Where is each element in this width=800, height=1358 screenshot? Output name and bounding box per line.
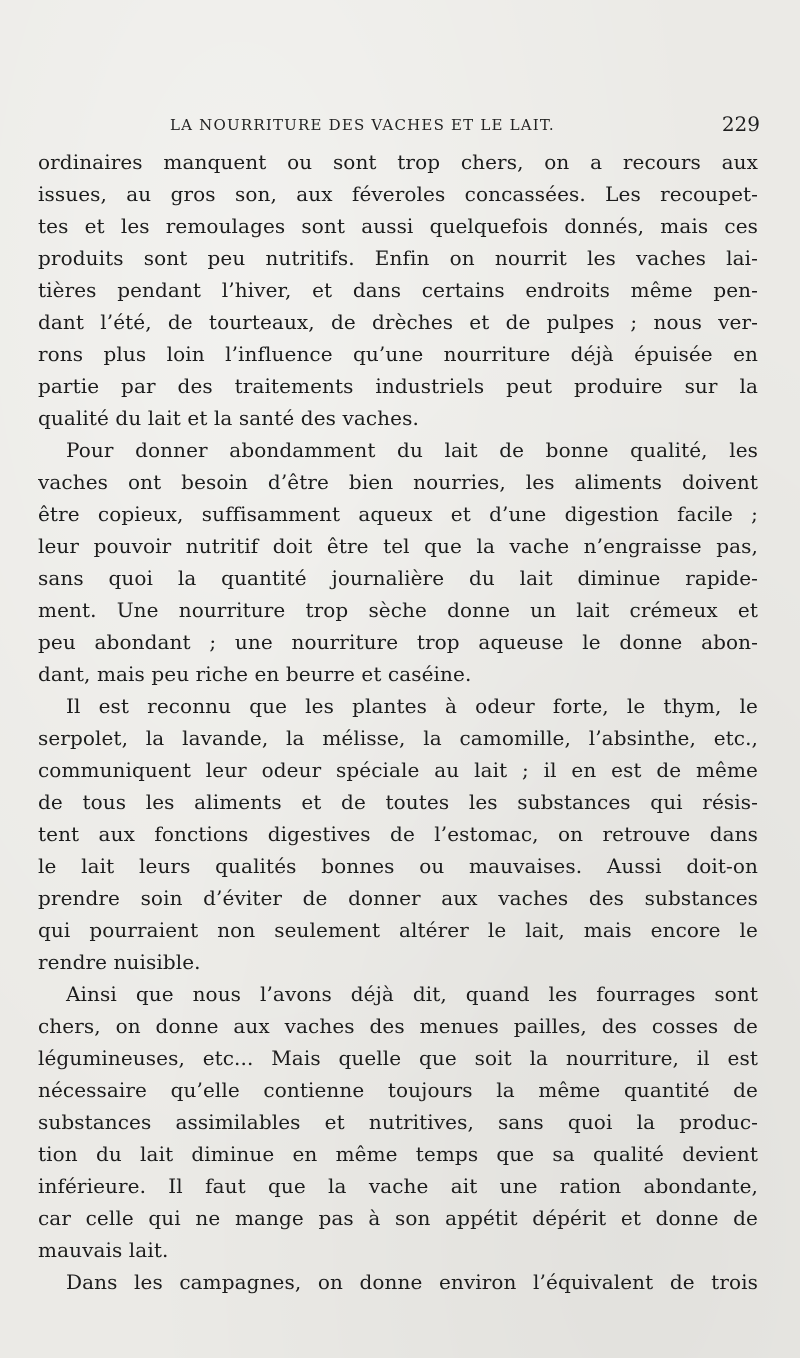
- text-line: rendre nuisible.: [38, 950, 201, 974]
- text-line: Il est reconnu que les plantes à odeur forte, le thym, le: [66, 694, 758, 718]
- text-line: leur pouvoir nutritif doit être tel que la vache n’engraisse pas,: [38, 534, 758, 558]
- text-line: le lait leurs qualités bonnes ou mauvaises. Aussi doit-on: [38, 854, 758, 878]
- text-line: prendre soin d’éviter de donner aux vaches des substances: [38, 886, 758, 910]
- text-line: de tous les aliments et de toutes les substances qui résis-: [38, 790, 758, 814]
- text-line: vaches ont besoin d’être bien nourries, les aliments doivent: [38, 470, 758, 494]
- text-line: dant, mais peu riche en beurre et caséine.: [38, 662, 472, 686]
- text-line: produits sont peu nutritifs. Enfin on nourrit les vaches lai-: [38, 246, 758, 270]
- text-line: issues, au gros son, aux féveroles concassées. Les recoupet-: [38, 182, 758, 206]
- text-line: tières pendant l’hiver, et dans certains endroits même pen-: [38, 278, 758, 302]
- text-line: nécessaire qu’elle contienne toujours la même quantité de: [38, 1078, 758, 1102]
- page-header: [170, 112, 760, 140]
- text-line: car celle qui ne mange pas à son appétit dépérit et donne de: [38, 1206, 758, 1230]
- text-line: Ainsi que nous l’avons déjà dit, quand les fourrages sont: [66, 982, 758, 1006]
- text-line: Pour donner abondamment du lait de bonne qualité, les: [66, 438, 758, 462]
- text-line: substances assimilables et nutritives, sans quoi la produc-: [38, 1110, 758, 1134]
- text-line: ordinaires manquent ou sont trop chers, on a recours aux: [38, 150, 758, 174]
- text-line: tent aux fonctions digestives de l’estomac, on retrouve dans: [38, 822, 758, 846]
- text-line: tes et les remoulages sont aussi quelquefois donnés, mais ces: [38, 214, 758, 238]
- text-line: inférieure. Il faut que la vache ait une ration abondante,: [38, 1174, 758, 1198]
- text-line: tion du lait diminue en même temps que sa qualité devient: [38, 1142, 758, 1166]
- text-line: légumineuses, etc... Mais quelle que soit la nourriture, il est: [38, 1046, 758, 1070]
- page-number: 229: [721, 112, 760, 136]
- text-line: peu abondant ; une nourriture trop aqueuse le donne abon-: [38, 630, 758, 654]
- text-line: mauvais lait.: [38, 1238, 169, 1262]
- running-title: LA NOURRITURE DES VACHES ET LE LAIT.: [170, 116, 555, 134]
- text-line: communiquent leur odeur spéciale au lait ; il en est de même: [38, 758, 758, 782]
- text-line: ment. Une nourriture trop sèche donne un lait crémeux et: [38, 598, 758, 622]
- text-line: partie par des traitements industriels peut produire sur la: [38, 374, 758, 398]
- text-line: serpolet, la lavande, la mélisse, la camomille, l’absinthe, etc.,: [38, 726, 758, 750]
- text-line: dant l’été, de tourteaux, de drèches et de pulpes ; nous ver-: [38, 310, 758, 334]
- text-line: être copieux, suffisamment aqueux et d’une digestion facile ;: [38, 502, 758, 526]
- text-line: qualité du lait et la santé des vaches.: [38, 406, 419, 430]
- text-line: rons plus loin l’influence qu’une nourriture déjà épuisée en: [38, 342, 758, 366]
- text-line: chers, on donne aux vaches des menues pailles, des cosses de: [38, 1014, 758, 1038]
- page-body: [38, 146, 758, 1298]
- text-line: qui pourraient non seulement altérer le lait, mais encore le: [38, 918, 758, 942]
- text-line: sans quoi la quantité journalière du lait diminue rapide-: [38, 566, 758, 590]
- text-line: Dans les campagnes, on donne environ l’équivalent de trois: [66, 1270, 758, 1294]
